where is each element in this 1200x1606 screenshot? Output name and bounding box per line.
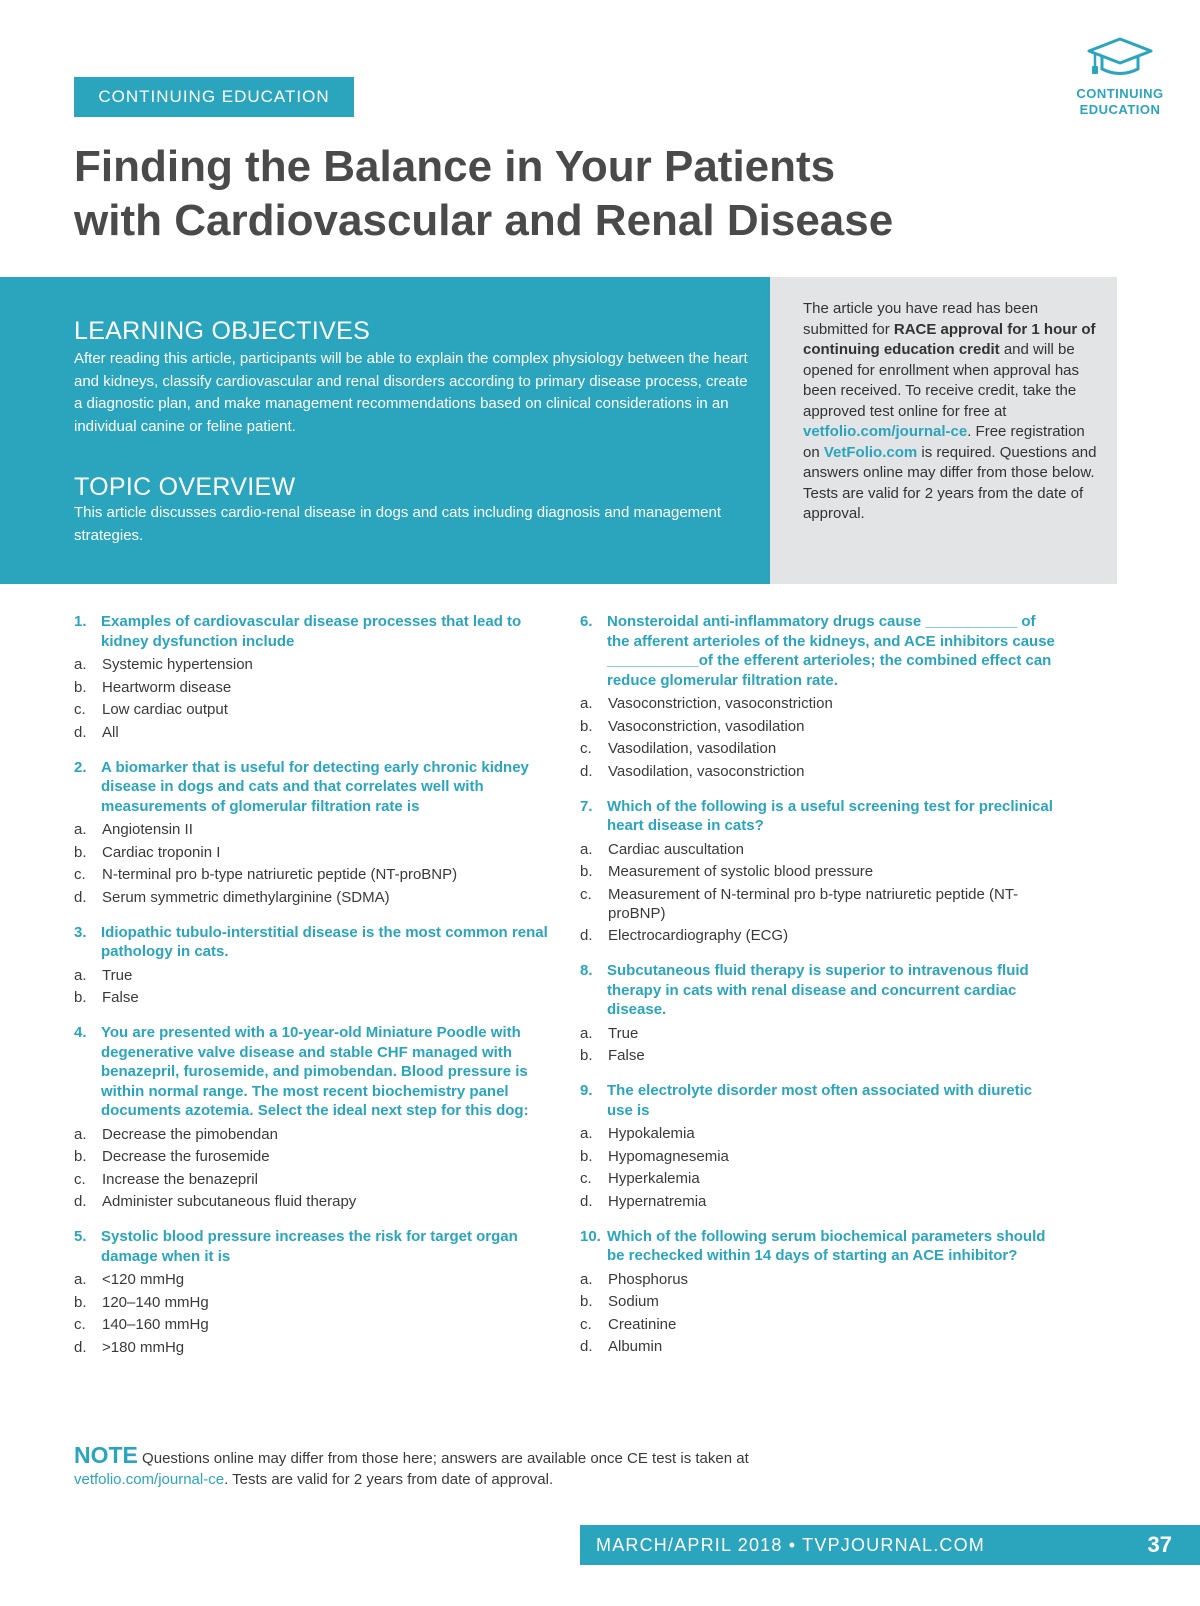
option-letter: c. [74, 866, 86, 883]
answer-options [74, 820, 549, 907]
question-stem [580, 612, 1055, 690]
question-stem [580, 1227, 1055, 1266]
question-stem [74, 1023, 549, 1121]
credit-info-panel [770, 277, 1117, 584]
answer-option [580, 1046, 1055, 1065]
option-text: Creatinine [608, 1315, 677, 1333]
option-letter: a. [74, 656, 87, 673]
learning-objectives-heading: LEARNING OBJECTIVES [74, 317, 371, 345]
answer-option [74, 820, 549, 839]
answer-option [580, 762, 1055, 781]
answer-option [580, 1315, 1055, 1334]
option-text: Hypernatremia [608, 1192, 707, 1210]
option-text: Albumin [608, 1338, 663, 1355]
question-item [74, 923, 549, 1008]
answer-option [580, 739, 1055, 758]
credit-info-part-1: The article you have read has been submitted for [803, 300, 1039, 338]
option-text: N-terminal pro b-type natriuretic peptide (NT-proBNP) [102, 866, 458, 883]
option-text: Vasoconstriction, vasoconstriction [608, 695, 833, 712]
option-text: False [102, 989, 139, 1006]
option-text: Decrease the pimobendan [102, 1125, 278, 1143]
option-letter: a. [74, 966, 87, 984]
option-text: Hypokalemia [608, 1125, 695, 1142]
question-number: 2. [74, 758, 87, 776]
answer-option [580, 1270, 1055, 1289]
question-text: Nonsteroidal anti-inflammatory drugs cause ___________ of the afferent arterioles of the kidneys, and ACE inhibitors cause ___________of the efferent arterioles; the combined effect can reduce glomerular filtration rate. [607, 613, 1055, 689]
answer-option [580, 717, 1055, 736]
option-text: Increase the benazepril [102, 1170, 258, 1188]
question-stem [580, 1081, 1055, 1120]
question-item [580, 961, 1055, 1065]
article-title [74, 140, 1034, 248]
answer-option [580, 840, 1055, 859]
answer-options [580, 1270, 1055, 1357]
option-text: Hypomagnesemia [608, 1147, 729, 1165]
option-text: All [102, 723, 119, 741]
answer-options [580, 1024, 1055, 1066]
logo-line-1: CONTINUING [1076, 86, 1164, 101]
option-letter: b. [580, 1147, 593, 1165]
answer-options [74, 1270, 549, 1357]
option-letter: a. [580, 1024, 593, 1042]
questions-column-right [580, 612, 1055, 1372]
option-letter: d. [580, 762, 593, 780]
option-letter: b. [74, 678, 87, 696]
option-text: 140–160 mmHg [102, 1316, 209, 1333]
answer-options [74, 966, 549, 1008]
answer-option [580, 926, 1055, 945]
option-letter: a. [74, 821, 87, 838]
option-letter: c. [580, 740, 592, 757]
topic-overview-text: This article discusses cardio-renal disease in dogs and cats including diagnosis and management strategies. [74, 504, 722, 544]
answer-options [580, 840, 1055, 946]
question-number: 5. [74, 1228, 87, 1245]
option-text: True [102, 966, 133, 984]
option-text: Decrease the furosemide [102, 1148, 270, 1165]
answer-option [580, 1192, 1055, 1211]
option-text: Heartworm disease [102, 678, 232, 696]
note-text-1: Questions online may differ from those here; answers are available once CE test is taken at [137, 1450, 749, 1467]
section-tag: CONTINUING EDUCATION [74, 77, 354, 117]
option-text: Hyperkalemia [608, 1170, 700, 1187]
option-text: 120–140 mmHg [102, 1293, 209, 1311]
answer-option [74, 1170, 549, 1189]
option-text: Angiotensin II [102, 821, 193, 838]
option-text: Electrocardiography (ECG) [608, 927, 789, 944]
option-text: Vasodilation, vasodilation [608, 740, 777, 757]
note-link[interactable]: vetfolio.com/journal-ce [74, 1471, 225, 1488]
question-text: Which of the following is a useful screening test for preclinical heart disease in cats? [607, 797, 1053, 834]
credit-info-bold: RACE approval for 1 hour of continuing education credit [803, 320, 1096, 358]
question-text: Systolic blood pressure increases the risk for target organ damage when it is [101, 1228, 518, 1265]
option-text: Measurement of systolic blood pressure [608, 863, 874, 880]
option-letter: b. [74, 843, 87, 861]
option-letter: c. [580, 1170, 592, 1187]
answer-option [580, 1124, 1055, 1143]
answer-option [74, 678, 549, 697]
question-number: 8. [580, 962, 593, 979]
answer-options [74, 655, 549, 742]
option-letter: a. [580, 1125, 593, 1142]
answer-option [74, 843, 549, 862]
option-text: True [608, 1024, 639, 1042]
answer-option [580, 885, 1055, 923]
option-letter: d. [74, 1338, 87, 1356]
answer-option [74, 700, 549, 719]
question-stem [74, 923, 549, 962]
answer-option [74, 1147, 549, 1166]
credit-info-part-2: and will be opened for enrollment when approval has been received. To receive credit, take the approved test online for free at [803, 341, 1080, 420]
answer-option [74, 1315, 549, 1334]
question-text: Subcutaneous fluid therapy is superior to intravenous fluid therapy in cats with renal disease and concurrent cardiac disease. [607, 962, 1029, 1018]
question-item [74, 1227, 549, 1357]
answer-option [580, 1292, 1055, 1311]
question-number: 10. [580, 1227, 601, 1245]
answer-option [74, 1338, 549, 1357]
option-letter: b. [580, 863, 593, 880]
question-item [580, 612, 1055, 781]
topic-overview-heading: TOPIC OVERVIEW [74, 473, 296, 501]
note-text-2: . Tests are valid for 2 years from date of approval. [224, 1471, 554, 1488]
logo-line-2: EDUCATION [1079, 102, 1161, 117]
answer-option [580, 1147, 1055, 1166]
option-text: Sodium [608, 1293, 659, 1310]
question-stem [580, 797, 1055, 836]
question-number: 4. [74, 1024, 87, 1041]
option-text: Cardiac troponin I [102, 843, 221, 861]
option-letter: c. [74, 1170, 86, 1188]
summary-banner [0, 277, 1117, 584]
option-letter: c. [74, 701, 86, 718]
answer-option [74, 1270, 549, 1289]
note-paragraph [74, 1442, 834, 1490]
answer-option [580, 1024, 1055, 1043]
footer-issue-text: MARCH/APRIL 2018 • TVPJOURNAL.COM [596, 1534, 985, 1555]
question-number: 7. [580, 797, 593, 815]
question-item [74, 758, 549, 907]
credit-info-part-3: . Free registration on [803, 423, 1085, 461]
question-item [580, 797, 1055, 946]
credit-info-part-4: is required. Questions and answers online may differ from those below. Tests are valid for 2 years from the date of approval. [803, 443, 1097, 522]
option-letter: b. [580, 1293, 593, 1310]
option-text: Measurement of N-terminal pro b-type natriuretic peptide (NT-proBNP) [608, 885, 1019, 922]
question-text: Examples of cardiovascular disease processes that lead to kidney dysfunction include [101, 613, 522, 650]
option-letter: a. [74, 1271, 87, 1288]
option-letter: c. [580, 885, 592, 903]
answer-option [74, 888, 549, 907]
page-number: 37 [1147, 1532, 1172, 1557]
option-text: Serum symmetric dimethylarginine (SDMA) [102, 888, 390, 906]
answer-option [74, 1192, 549, 1211]
answer-option [580, 1337, 1055, 1356]
question-item [74, 612, 549, 742]
option-text: Systemic hypertension [102, 656, 253, 673]
option-letter: a. [580, 1270, 593, 1288]
option-text: False [608, 1047, 645, 1064]
option-text: <120 mmHg [102, 1271, 185, 1288]
question-number: 9. [580, 1082, 593, 1099]
option-letter: d. [580, 927, 593, 944]
answer-option [580, 862, 1055, 881]
journal-ce-link[interactable]: vetfolio.com/journal-ce [803, 423, 968, 440]
option-letter: d. [74, 1193, 87, 1210]
option-letter: c. [74, 1316, 86, 1333]
question-stem [74, 1227, 549, 1266]
answer-options [580, 694, 1055, 781]
answer-option [580, 1169, 1055, 1188]
option-letter: b. [580, 1047, 593, 1064]
option-letter: a. [580, 840, 593, 858]
answer-option [74, 1125, 549, 1144]
answer-option [74, 655, 549, 674]
question-number: 1. [74, 613, 87, 630]
option-letter: b. [74, 1293, 87, 1311]
option-text: Cardiac auscultation [608, 840, 744, 858]
question-text: A biomarker that is useful for detecting early chronic kidney disease in dogs and cats and that correlates well with measurements of glomerular filtration rate is [101, 758, 529, 815]
option-letter: c. [580, 1315, 592, 1333]
question-stem [74, 758, 549, 817]
question-text: You are presented with a 10-year-old Miniature Poodle with degenerative valve disease and stable CHF managed with benazepril, furosemide, and pimobendan. Blood pressure is within normal range. The most recent biochemistry panel documents azotemia. Select the ideal next step for this dog: [101, 1024, 529, 1119]
title-line-2: with Cardiovascular and Renal Disease [74, 196, 894, 245]
question-text: Idiopathic tubulo-interstitial disease is the most common renal pathology in cats. [101, 923, 548, 960]
credit-info-text [803, 299, 1103, 525]
ce-logo [1062, 36, 1178, 118]
answer-option [74, 966, 549, 985]
option-text: Vasoconstriction, vasodilation [608, 717, 805, 735]
question-number: 6. [580, 613, 593, 630]
option-text: Low cardiac output [102, 701, 228, 718]
answer-option [74, 1293, 549, 1312]
option-letter: d. [580, 1338, 593, 1355]
answer-options [74, 1125, 549, 1212]
answer-option [74, 865, 549, 884]
answer-option [74, 988, 549, 1007]
question-item [580, 1227, 1055, 1357]
option-letter: b. [74, 1148, 87, 1165]
question-stem [580, 961, 1055, 1020]
option-letter: d. [74, 723, 87, 741]
question-stem [74, 612, 549, 651]
answer-options [580, 1124, 1055, 1211]
question-text: Which of the following serum biochemical parameters should be rechecked within 14 days of starting an ACE inhibitor? [607, 1227, 1046, 1264]
option-letter: a. [580, 695, 593, 712]
option-text: Phosphorus [608, 1270, 689, 1288]
option-text: Administer subcutaneous fluid therapy [102, 1193, 357, 1210]
graduation-cap-icon [1086, 36, 1154, 80]
option-text: >180 mmHg [102, 1338, 185, 1356]
question-item [580, 1081, 1055, 1211]
option-letter: d. [74, 888, 87, 906]
option-letter: b. [74, 989, 87, 1006]
option-text: Vasodilation, vasoconstriction [608, 762, 805, 780]
learning-objectives-text: After reading this article, participants will be able to explain the complex physiology between the heart and kidneys, classify cardiovascular and renal disorders according to primary disease process, create a diagnostic plan, and make management recommendations based on clinical considerations in an individual canine or feline patient. [74, 350, 748, 435]
answer-option [580, 694, 1055, 713]
answer-option [74, 723, 549, 742]
vetfolio-link[interactable]: VetFolio.com [823, 443, 918, 461]
question-text: The electrolyte disorder most often associated with diuretic use is [607, 1082, 1033, 1119]
question-item [74, 1023, 549, 1211]
page-footer [580, 1525, 1200, 1565]
objectives-panel [0, 277, 770, 584]
questions-column-left [74, 612, 549, 1373]
option-letter: d. [580, 1192, 593, 1210]
option-letter: a. [74, 1125, 87, 1143]
title-line-1: Finding the Balance in Your Patients [74, 142, 836, 191]
option-letter: b. [580, 717, 593, 735]
question-number: 3. [74, 923, 87, 941]
note-label: NOTE [74, 1442, 138, 1468]
